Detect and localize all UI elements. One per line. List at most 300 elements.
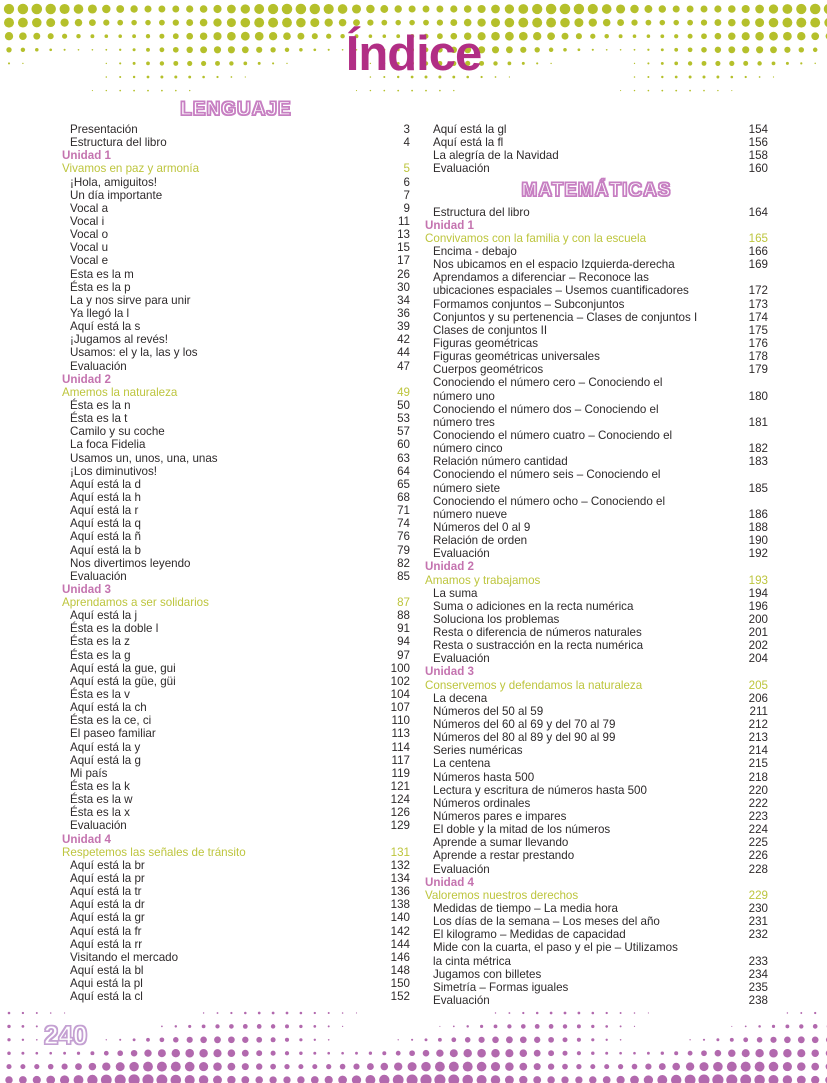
toc-entry-row — [425, 639, 768, 652]
section-title: Respetemos las señales de tránsito — [62, 845, 246, 859]
unit-label: Unidad 3 — [425, 665, 474, 679]
entry-label: Evaluación — [433, 652, 490, 666]
entry-page: 231 — [748, 915, 768, 929]
toc-entry-row — [62, 806, 410, 819]
entry-label: Figuras geométricas — [433, 336, 539, 350]
toc-entry-row — [425, 324, 768, 337]
toc-entry-row — [62, 727, 410, 740]
entry-page: 192 — [748, 547, 768, 561]
entry-label: Aquí está la y — [70, 740, 141, 754]
entry-page: 53 — [397, 412, 410, 426]
toc-entry-row — [425, 823, 768, 836]
entry-label: ¡Hola, amiguitos! — [70, 175, 157, 189]
toc-entry-row — [425, 521, 768, 534]
toc-entry-row — [62, 885, 410, 898]
toc-entry-row — [425, 245, 768, 258]
toc-entry-row — [62, 478, 410, 491]
entry-page: 150 — [390, 977, 410, 991]
entry-page: 57 — [397, 425, 410, 439]
toc-entry-row — [62, 425, 410, 438]
entry-page: 229 — [748, 888, 768, 902]
section-title: Aprendamos a ser solidarios — [62, 596, 209, 610]
entry-label: Nos divertimos leyendo — [70, 556, 191, 570]
toc-entry-row — [425, 350, 768, 363]
toc-entry-row — [62, 754, 410, 767]
toc-entry-row — [425, 652, 768, 665]
entry-label: Conociendo el número ocho – Conociendo el — [433, 494, 666, 508]
entry-label: Aquí está la bl — [70, 964, 144, 977]
entry-page: 175 — [748, 323, 768, 337]
toc-entry-row — [62, 452, 410, 465]
entry-label: El doble y la mitad de los números — [433, 823, 611, 837]
entry-page: 201 — [748, 626, 768, 640]
toc-entry-row — [425, 587, 768, 600]
entry-page: 7 — [403, 188, 410, 202]
toc-entry-row — [425, 547, 768, 560]
toc-entry-row — [62, 990, 410, 1003]
toc-section-row — [62, 386, 410, 399]
entry-label: Ésta es la doble l — [70, 622, 159, 636]
entry-label: El paseo familiar — [70, 727, 156, 741]
toc-entry-row — [425, 718, 768, 731]
toc-entry-row — [425, 429, 768, 442]
entry-page: 94 — [397, 635, 410, 649]
toc-entry-row — [425, 994, 768, 1007]
entry-label: Evaluación — [70, 819, 127, 833]
entry-page: 182 — [748, 442, 768, 456]
entry-label: Soluciona los problemas — [433, 612, 560, 626]
entry-label: Jugamos con billetes — [433, 967, 542, 981]
toc-entry-row — [425, 298, 768, 311]
entry-page: 214 — [748, 744, 768, 758]
toc-entry-row — [62, 977, 410, 990]
toc-entry-row — [62, 688, 410, 701]
entry-page: 36 — [397, 306, 410, 320]
entry-label: Usamos: el y la, las y los — [70, 346, 198, 360]
entry-page: 91 — [397, 622, 410, 636]
entry-label: Encima - debajo — [433, 244, 517, 258]
toc-entry-row — [62, 938, 410, 951]
entry-label: Aprende a sumar llevando — [433, 836, 569, 850]
entry-page: 47 — [397, 359, 410, 373]
entry-label: ¡Jugamos al revés! — [70, 333, 168, 347]
section-title: Convivamos con la familia y con la escuela — [425, 231, 647, 245]
entry-label: Evaluación — [433, 862, 490, 876]
entry-page: 146 — [390, 950, 410, 964]
toc-entry-row — [425, 390, 768, 403]
entry-label: Números del 0 al 9 — [433, 520, 531, 534]
toc-entry-row — [425, 468, 768, 481]
toc-entry-row — [425, 692, 768, 705]
toc-entry-row — [62, 793, 410, 806]
entry-page: 218 — [748, 770, 768, 784]
section-title: Amemos la naturaleza — [62, 385, 178, 399]
entry-label: Clases de conjuntos II — [433, 323, 548, 337]
toc-entry-row — [425, 757, 768, 770]
entry-page: 9 — [403, 201, 410, 215]
toc-entry-row — [62, 399, 410, 412]
entry-label: Cuerpos geométricos — [433, 363, 544, 377]
section-title: Amamos y trabajamos — [425, 573, 541, 587]
entry-label: Aquí está la q — [70, 517, 141, 531]
entry-label: Aquí está la fl — [433, 136, 504, 150]
entry-label: Series numéricas — [433, 744, 523, 758]
entry-page: 17 — [397, 254, 410, 268]
toc-unit-row — [62, 833, 410, 846]
entry-page: 190 — [748, 534, 768, 548]
toc-entry-row — [425, 705, 768, 718]
entry-page: 129 — [390, 819, 410, 833]
toc-entry-row — [62, 898, 410, 911]
entry-page: 222 — [748, 796, 768, 810]
toc-entry-row — [425, 337, 768, 350]
toc-unit-row — [425, 665, 768, 678]
entry-label: Aprende a restar prestando — [433, 849, 575, 863]
toc-entry-row — [62, 622, 410, 635]
entry-page: 110 — [391, 714, 410, 728]
entry-page: 63 — [397, 451, 410, 465]
entry-label: Figuras geométricas universales — [433, 350, 600, 364]
entry-page: 204 — [748, 652, 768, 666]
entry-label: Evaluación — [70, 569, 127, 583]
entry-label: número siete — [433, 481, 501, 495]
entry-page: 233 — [748, 954, 768, 968]
toc-entry-row — [425, 508, 768, 521]
toc-entry-row — [425, 482, 768, 495]
entry-label: Ésta es la g — [70, 648, 131, 662]
toc-entry-row — [425, 784, 768, 797]
toc-entry-row — [62, 320, 410, 333]
entry-label: Un día importante — [70, 188, 163, 202]
toc-entry-row — [425, 455, 768, 468]
toc-entry-row — [62, 662, 410, 675]
entry-label: Aquí está la rr — [70, 937, 143, 951]
toc-entry-row — [62, 714, 410, 727]
entry-label: Resta o diferencia de números naturales — [433, 626, 642, 640]
entry-page: 158 — [748, 149, 768, 163]
entry-label: Aquí está la ch — [70, 701, 147, 715]
toc-section-row — [425, 574, 768, 587]
entry-label: Estructura del libro — [433, 205, 530, 219]
toc-entry-row — [62, 741, 410, 754]
entry-label: Vocal e — [70, 254, 109, 268]
toc-entry-row — [425, 284, 768, 297]
toc-entry-row — [62, 925, 410, 938]
entry-label: Presentación — [70, 123, 138, 136]
toc-entry-row — [425, 928, 768, 941]
section-title: Vivamos en paz y armonía — [62, 162, 200, 176]
entry-label: Visitando el mercado — [70, 950, 179, 964]
entry-page: 74 — [397, 517, 410, 531]
toc-entry-row — [425, 600, 768, 613]
entry-page: 194 — [748, 586, 768, 600]
entry-label: Aquí está la gr — [70, 911, 145, 925]
toc-entry-row — [425, 149, 768, 162]
toc-entry-row — [62, 517, 410, 530]
entry-page: 178 — [748, 350, 768, 364]
toc-unit-row — [425, 876, 768, 889]
entry-label: Vocal i — [70, 214, 105, 228]
toc-entry-row — [62, 530, 410, 543]
entry-label: número uno — [433, 389, 495, 403]
toc-entry-row — [425, 534, 768, 547]
entry-label: Relación número cantidad — [433, 455, 568, 469]
toc-entry-row — [62, 281, 410, 294]
toc-entry-row — [62, 412, 410, 425]
toc-entry-row — [62, 360, 410, 373]
entry-page: 11 — [397, 214, 410, 228]
entry-page: 232 — [748, 928, 768, 942]
toc-entry-row — [425, 955, 768, 968]
entry-page: 205 — [748, 678, 768, 692]
toc-entry-row — [62, 570, 410, 583]
toc-section-row — [62, 846, 410, 859]
toc-entry-row — [425, 771, 768, 784]
entry-page: 107 — [390, 701, 410, 715]
entry-label: Evaluación — [433, 547, 490, 561]
toc-entry-row — [425, 968, 768, 981]
entry-page: 6 — [403, 175, 410, 189]
entry-page: 206 — [748, 691, 768, 705]
entry-label: Formamos conjuntos – Subconjuntos — [433, 297, 625, 311]
toc-entry-row — [425, 258, 768, 271]
entry-page: 132 — [390, 858, 410, 872]
entry-label: Vocal o — [70, 228, 109, 242]
entry-page: 126 — [390, 806, 410, 820]
entry-page: 144 — [390, 937, 410, 951]
toc-entry-row — [62, 215, 410, 228]
toc-entry-row — [62, 202, 410, 215]
toc-entry-row — [425, 744, 768, 757]
entry-page: 100 — [390, 661, 410, 675]
entry-label: ubicaciones espaciales – Usemos cuantificadores — [433, 284, 689, 298]
toc-entry-row — [62, 964, 410, 977]
toc-entry-row — [425, 941, 768, 954]
toc-entry-row — [62, 176, 410, 189]
entry-label: Simetría – Formas iguales — [433, 980, 569, 994]
entry-page: 142 — [390, 924, 410, 938]
entry-label: Números del 80 al 89 y del 90 al 99 — [433, 731, 616, 745]
entry-page: 34 — [397, 293, 410, 307]
entry-label: Conociendo el número dos – Conociendo el — [433, 402, 659, 416]
entry-page: 5 — [403, 162, 410, 176]
entry-page: 121 — [390, 780, 410, 794]
entry-page: 166 — [748, 244, 768, 258]
entry-page: 97 — [397, 648, 410, 662]
entry-page: 102 — [390, 674, 410, 688]
entry-page: 226 — [748, 849, 768, 863]
entry-label: Aquí está la gue, gui — [70, 661, 176, 675]
toc-unit-row — [425, 219, 768, 232]
toc-entry-row — [425, 311, 768, 324]
entry-page: 148 — [390, 964, 410, 977]
entry-page: 196 — [748, 599, 768, 613]
entry-page: 82 — [397, 556, 410, 570]
toc-entry-row — [62, 307, 410, 320]
toc-entry-row — [425, 206, 768, 219]
toc-entry-row — [62, 254, 410, 267]
entry-page: 235 — [748, 980, 768, 994]
entry-page: 224 — [748, 823, 768, 837]
toc-entry-row — [62, 189, 410, 202]
toc-entry-row — [62, 544, 410, 557]
entry-page: 104 — [390, 688, 410, 702]
lenguaje-section-heading: LENGUAJE — [180, 99, 292, 120]
entry-page: 164 — [748, 205, 768, 219]
entry-page: 119 — [391, 766, 410, 780]
entry-page: 68 — [397, 490, 410, 504]
unit-label: Unidad 4 — [62, 832, 111, 846]
toc-unit-row — [62, 373, 410, 386]
entry-label: Conociendo el número cuatro – Conociendo el — [433, 428, 673, 442]
entry-page: 165 — [748, 231, 768, 245]
entry-label: Números hasta 500 — [433, 770, 535, 784]
toc-section-row — [425, 232, 768, 245]
toc-entry-row — [425, 731, 768, 744]
entry-label: Números ordinales — [433, 796, 531, 810]
entry-page: 49 — [397, 385, 410, 399]
entry-page: 200 — [748, 612, 768, 626]
unit-label: Unidad 1 — [62, 149, 111, 163]
toc-entry-row — [425, 136, 768, 149]
toc-entry-row — [425, 363, 768, 376]
entry-label: La foca Fidelia — [70, 438, 146, 452]
entry-page: 212 — [748, 718, 768, 732]
toc-entry-row — [425, 495, 768, 508]
toc-entry-row — [62, 609, 410, 622]
entry-page: 169 — [748, 258, 768, 272]
entry-page: 154 — [748, 123, 768, 136]
section-title: Conservemos y defendamos la naturaleza — [425, 678, 643, 692]
entry-page: 211 — [749, 704, 768, 718]
entry-label: Usamos un, unos, una, unas — [70, 451, 218, 465]
entry-label: Aquí está la h — [70, 490, 141, 504]
entry-label: Evaluación — [433, 994, 490, 1007]
entry-page: 76 — [397, 530, 410, 544]
entry-page: 30 — [397, 280, 410, 294]
entry-page: 202 — [748, 639, 768, 653]
toc-section-row — [425, 889, 768, 902]
toc-entry-row — [62, 438, 410, 451]
unit-label: Unidad 2 — [425, 560, 474, 574]
entry-label: Relación de orden — [433, 534, 528, 548]
halftone-dots-bottom — [0, 1009, 827, 1083]
entry-page: 156 — [748, 136, 768, 150]
entry-label: Mi país — [70, 766, 108, 780]
entry-label: Números del 60 al 69 y del 70 al 79 — [433, 718, 616, 732]
entry-label: Ésta es la w — [70, 793, 133, 807]
entry-page: 64 — [397, 464, 410, 478]
entry-label: Aquí está la dr — [70, 898, 145, 912]
entry-label: Los días de la semana – Los meses del año — [433, 915, 660, 929]
entry-label: Aquí está la ñ — [70, 530, 141, 544]
entry-page: 193 — [748, 573, 768, 587]
entry-page: 65 — [397, 477, 410, 491]
toc-entry-row — [62, 859, 410, 872]
entry-label: Ésta es la v — [70, 688, 130, 702]
toc-unit-row — [62, 149, 410, 162]
toc-entry-row — [62, 333, 410, 346]
entry-label: número tres — [433, 415, 495, 429]
entry-page: 42 — [397, 333, 410, 347]
toc-entry-row — [425, 416, 768, 429]
entry-page: 71 — [397, 504, 410, 518]
entry-label: Ya llegó la l — [70, 306, 130, 320]
entry-page: 3 — [403, 123, 410, 136]
entry-label: Ésta es la ce, ci — [70, 714, 152, 728]
toc-unit-row — [62, 583, 410, 596]
toc-entry-row — [425, 442, 768, 455]
unit-label: Unidad 2 — [62, 372, 111, 386]
toc-entry-row — [62, 649, 410, 662]
entry-label: Vocal a — [70, 201, 109, 215]
entry-label: Aquí está la g — [70, 753, 141, 767]
toc-entry-row — [425, 836, 768, 849]
toc-entry-row — [62, 911, 410, 924]
toc-entry-row — [62, 819, 410, 832]
entry-page: 138 — [390, 898, 410, 912]
entry-label: la cinta métrica — [433, 954, 511, 968]
entry-page: 188 — [748, 520, 768, 534]
entry-label: La y nos sirve para unir — [70, 293, 191, 307]
toc-entry-row — [425, 902, 768, 915]
toc-entry-row — [425, 403, 768, 416]
entry-page: 173 — [748, 297, 768, 311]
toc-entry-row — [62, 123, 410, 136]
entry-page: 87 — [397, 596, 410, 610]
entry-label: El kilogramo – Medidas de capacidad — [433, 928, 626, 942]
toc-entry-row — [425, 376, 768, 389]
entry-label: Ésta es la z — [70, 635, 130, 649]
toc-entry-row — [425, 271, 768, 284]
toc-section-row — [62, 596, 410, 609]
toc-entry-row — [62, 346, 410, 359]
toc-entry-row — [425, 863, 768, 876]
entry-label: La centena — [433, 757, 491, 771]
entry-page: 50 — [397, 398, 410, 412]
entry-label: Lectura y escritura de números hasta 500 — [433, 783, 647, 797]
entry-page: 172 — [748, 284, 768, 298]
entry-page: 88 — [397, 609, 410, 623]
entry-page: 26 — [397, 267, 410, 281]
entry-page: 114 — [391, 740, 410, 754]
entry-page: 131 — [390, 845, 410, 859]
section-title: Valoremos nuestros derechos — [425, 888, 579, 902]
entry-label: Números del 50 al 59 — [433, 704, 544, 718]
entry-label: número nueve — [433, 507, 508, 521]
toc-entry-row — [425, 613, 768, 626]
entry-page: 79 — [397, 543, 410, 557]
entry-page: 228 — [748, 862, 768, 876]
entry-label: Evaluación — [70, 359, 127, 373]
entry-page: 179 — [748, 363, 768, 377]
toc-entry-row — [62, 241, 410, 254]
entry-label: Ésta es la k — [70, 780, 130, 794]
entry-label: Ésta es la x — [70, 806, 130, 820]
entry-page: 15 — [397, 241, 410, 255]
entry-label: Suma o adiciones en la recta numérica — [433, 599, 634, 613]
entry-label: Aquí está la tr — [70, 885, 142, 899]
entry-page: 85 — [397, 569, 410, 583]
toc-entry-row — [62, 701, 410, 714]
entry-page: 13 — [397, 228, 410, 242]
toc-entry-row — [62, 294, 410, 307]
toc-heading-row — [425, 176, 768, 206]
toc-entry-row — [62, 635, 410, 648]
toc-entry-row — [62, 872, 410, 885]
toc-entry-row — [425, 981, 768, 994]
toc-entry-row — [425, 626, 768, 639]
